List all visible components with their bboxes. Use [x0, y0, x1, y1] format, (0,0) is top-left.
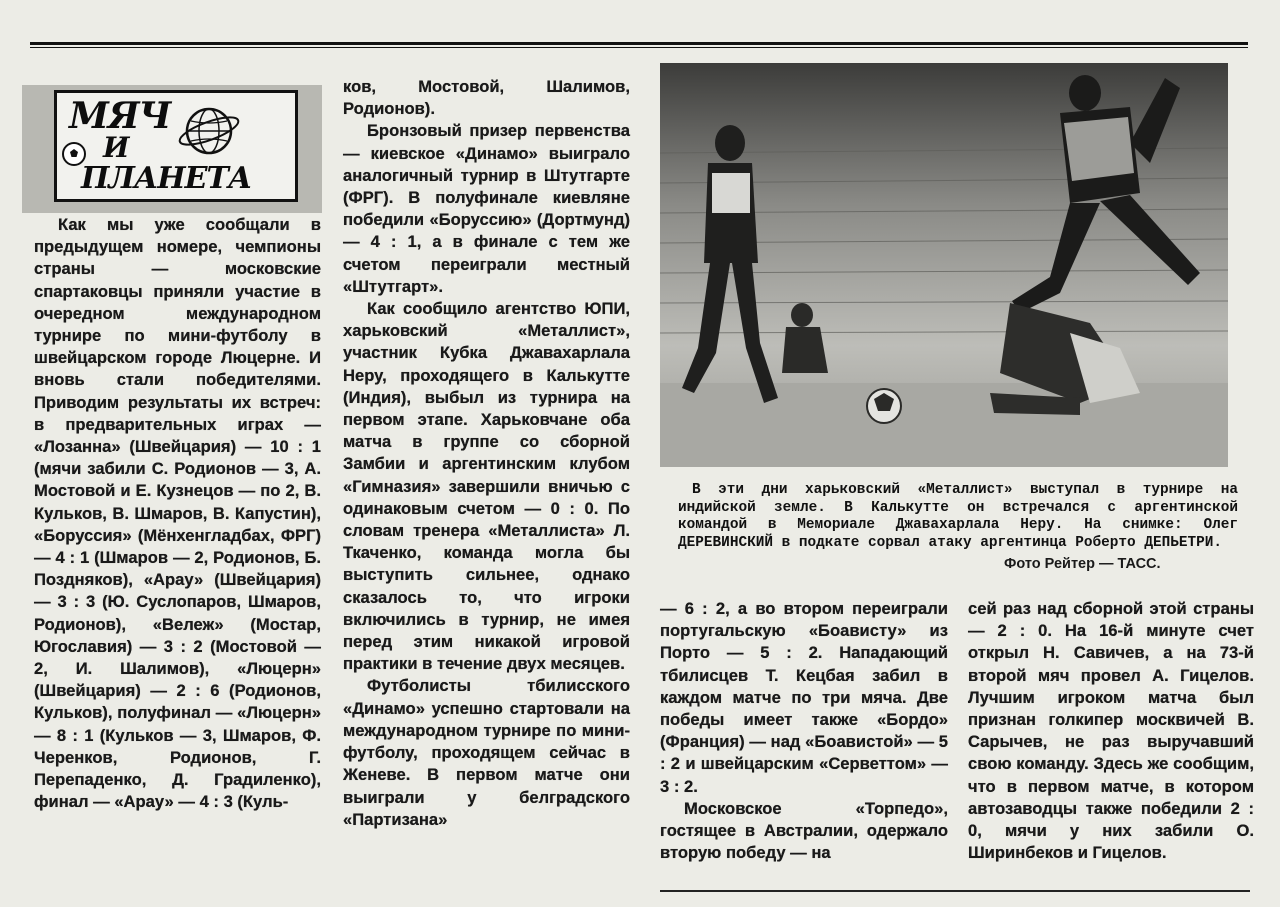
article-paragraph: Как сообщило агентство ЮПИ, харьковский «Металлист», участник Кубка Джавахарлала Неру, проходящего в Калькутте (Индия), выбыл из турнира на первом этапе. Харьковчане оба матча в группе со сборной Замбии и аргентинским клубом «Гимназия» завершили вничью с одинаковым счетом — 0 : 0. По словам тренера «Металлиста» Л. Ткаченко, команда могла бы выступить сильнее, однако сказалось то, что игроки включились в турнир, не имея перед этим никакой игровой практики в течение двух месяцев.: [343, 299, 630, 674]
rubric-word-1: МЯЧ: [69, 95, 171, 137]
caption-text: В эти дни харьковский «Металлист» выступал в турнире на индийской земле. В Калькутте он встречался с аргентинской командой в Мемориале Джавахарлала Неру. На снимке: Олег ДЕРЕВИНСКИЙ в подкате сорвал атаку аргентинца Роберто ДЕПЬЕТРИ.: [678, 482, 1238, 551]
rubric-logo: [22, 85, 322, 213]
article-column-1: [34, 214, 321, 813]
article-column-2: [343, 76, 630, 831]
match-photo: [660, 63, 1228, 467]
photo-image: [660, 63, 1228, 467]
article-column-3: [660, 598, 948, 864]
top-rule: [30, 42, 1248, 48]
rubric-word-3: ПЛАНЕТА: [81, 161, 252, 196]
article-paragraph: Футболисты тбилисского «Динамо» успешно стартовали на международном турнире по мини-футболу, проходящем сейчас в Женеве. В первом матче они выиграли у белградского «Партизана»: [343, 676, 630, 829]
article-paragraph: ков, Мостовой, Шалимов, Родионов).: [343, 77, 630, 119]
article-paragraph: Бронзовый призер первенства — киевское «Динамо» выиграло аналогичный турнир в Штутгарте (ФРГ). В полуфинале киевляне победили «Боруссию» (Дортмунд) — 4 : 1, а в финале с тем же счетом переиграли местный «Штутгарт».: [343, 121, 630, 296]
article-paragraph: — 6 : 2, а во втором переиграли португальскую «Боависту» из Порто — 5 : 2. Нападающий тбилисцев Т. Кецбая забил в каждом матче по три мяча. Две победы имеет также «Бордо» (Франция) — над «Боавистой» — 5 : 2 и швейцарским «Серветтом» — 3 : 2.: [660, 599, 948, 796]
rubric-frame: [54, 90, 298, 202]
article-column-4: [968, 598, 1254, 864]
article-paragraph: сей раз над сборной этой страны — 2 : 0. На 16-й минуте счет открыл Н. Савичев, а на 73-й второй мяч провел А. Гицелов. Лучшим игроком матча был признан голкипер москвичей В. Сарычев, не раз выручавший свою команду. Здесь же сообщим, что в первом матче, в котором автозаводцы также победили 2 : 0, мячи у них забили О. Ширинбеков и Гицелов.: [968, 599, 1254, 863]
ball-icon: [61, 141, 87, 167]
photo-caption: [678, 482, 1238, 552]
photo-credit: Фото Рейтер — ТАСС.: [1004, 556, 1161, 572]
bottom-rule: [660, 890, 1250, 892]
globe-icon: [177, 99, 241, 163]
article-paragraph: Как мы уже сообщали в предыдущем номере, чемпионы страны — московские спартаковцы приняли участие в очередном международном турнире по мини-футболу в швейцарском городе Люцерне. И вновь стали победителями. Приводим результаты их встреч: в предварительных играх — «Лозанна» (Швейцария) — 10 : 1 (мячи забили С. Родионов — 3, А. Мостовой и Е. Кузнецов — по 2, В. Кульков, В. Шмаров, В. Капустин), «Боруссия» (Мёнхенгладбах, ФРГ) — 4 : 1 (Шмаров — 2, Родионов, Б. Поздняков), «Арау» (Швейцария) — 3 : 3 (Ю. Суслопаров, Шмаров, Родионов), «Вележ» (Мостар, Югославия) — 3 : 2 (Мостовой — 2, И. Шалимов), «Люцерн» (Швейцария) — 2 : 6 (Родионов, Кульков), полуфинал — «Люцерн» — 8 : 1 (Кульков — 3, Шмаров, Ф. Черенков, Родионов, Г. Перепаденко, Д. Градиленко), финал — «Арау» — 4 : 3 (Куль-: [34, 215, 321, 812]
article-paragraph: Московское «Торпедо», гостящее в Австралии, одержало вторую победу — на: [660, 798, 948, 863]
rubric-word-2: И: [103, 131, 129, 164]
